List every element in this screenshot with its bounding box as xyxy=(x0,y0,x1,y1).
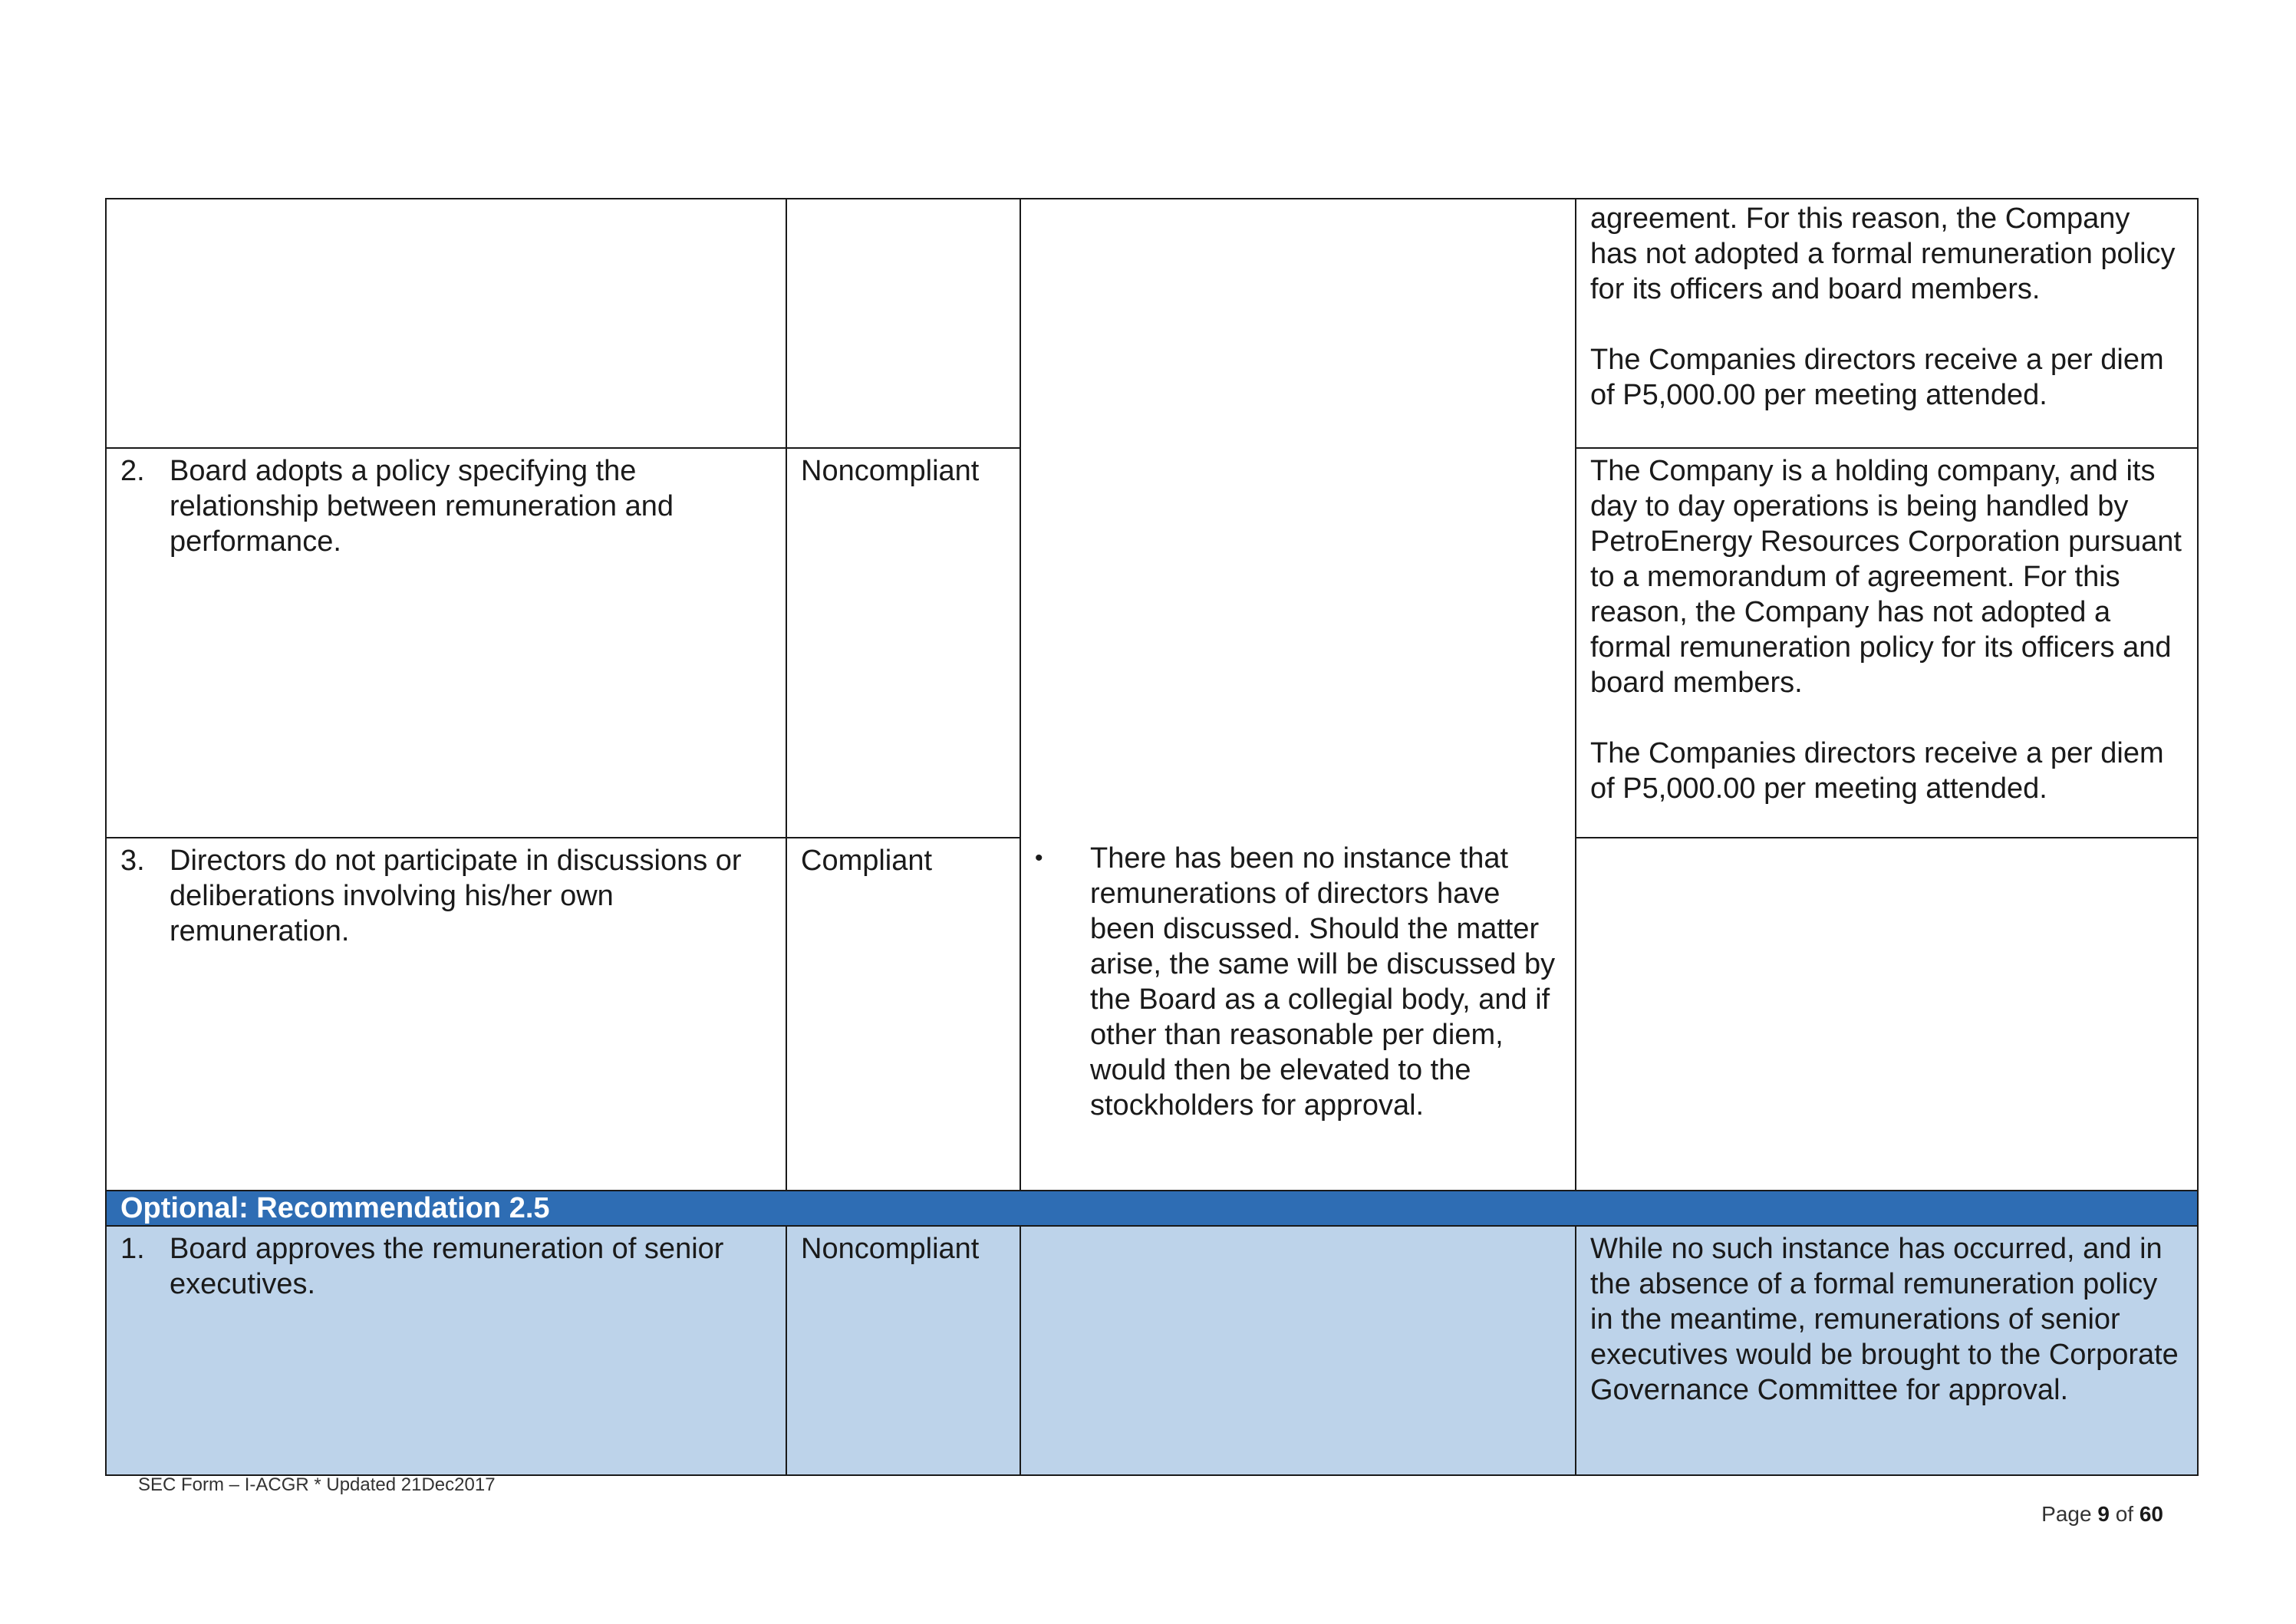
recommendation-cell xyxy=(106,1226,786,1475)
status-cell: Noncompliant xyxy=(786,1226,1020,1475)
section-title: Optional: Recommendation 2.5 xyxy=(106,1191,2198,1226)
recommendation-text: Directors do not participate in discussions or deliberations involving his/her own remuneration. xyxy=(170,845,742,947)
explanation-text: There has been no instance that remunerations of directors have been discussed. Should the matter arise, the same will be discussed by the Board as a collegial body, and if other than reasonable per diem, would then be elevated to the stockholders for approval. xyxy=(1090,842,1556,1122)
recommendation-cell xyxy=(106,448,786,838)
remarks-paragraph: The Companies directors receive a per diem of P5,000.00 per meeting attended. xyxy=(1590,737,2164,805)
compliance-table xyxy=(105,198,2199,1476)
table-row-optional-1 xyxy=(106,1226,2198,1475)
status-cell: Compliant xyxy=(786,838,1020,1191)
remarks-paragraph: The Companies directors receive a per diem of P5,000.00 per meeting attended. xyxy=(1590,344,2164,411)
remarks-paragraph: agreement. For this reason, the Company has not adopted a formal remuneration policy for its officers and board members. xyxy=(1590,203,2176,305)
item-number: 2. xyxy=(120,455,145,487)
explanation-cell-merged xyxy=(1020,199,1576,1191)
page-prefix: Page xyxy=(2041,1502,2098,1526)
status-cell: Noncompliant xyxy=(786,448,1020,838)
form-footer: SEC Form – I-ACGR * Updated 21Dec2017 xyxy=(138,1474,496,1495)
page-mid: of xyxy=(2109,1502,2140,1526)
recommendation-cell xyxy=(106,199,786,448)
recommendation-text: Board adopts a policy specifying the relationship between remuneration and performance. xyxy=(170,455,674,558)
remarks-cell xyxy=(1576,838,2198,1191)
remarks-cell: While no such instance has occurred, and in the absence of a formal remuneration policy in the meantime, remunerations of senior executives would be brought to the Corporate Governance Committee for approval. xyxy=(1576,1226,2198,1475)
remarks-cell xyxy=(1576,448,2198,838)
remarks-paragraph: The Company is a holding company, and its day to day operations is being handled by PetroEnergy Resources Corporation pursuant to a memorandum of agreement. For this reason, the Company has not adopted a formal remuneration policy for its officers and board members. xyxy=(1590,455,2182,699)
item-number: 1. xyxy=(120,1233,145,1265)
item-number: 3. xyxy=(120,845,145,877)
current-page: 9 xyxy=(2097,1502,2110,1526)
table-row-continued xyxy=(106,199,2198,448)
recommendation-cell xyxy=(106,838,786,1191)
explanation-cell xyxy=(1020,1226,1576,1475)
explanation-bullet xyxy=(1035,841,1561,1123)
remarks-cell xyxy=(1576,199,2198,448)
recommendation-text: Board approves the remuneration of senior executives. xyxy=(170,1233,724,1300)
section-header-row xyxy=(106,1191,2198,1226)
bullet-marker: • xyxy=(1035,845,1043,871)
total-pages: 60 xyxy=(2139,1502,2163,1526)
page-number xyxy=(2041,1502,2163,1527)
status-cell xyxy=(786,199,1020,448)
